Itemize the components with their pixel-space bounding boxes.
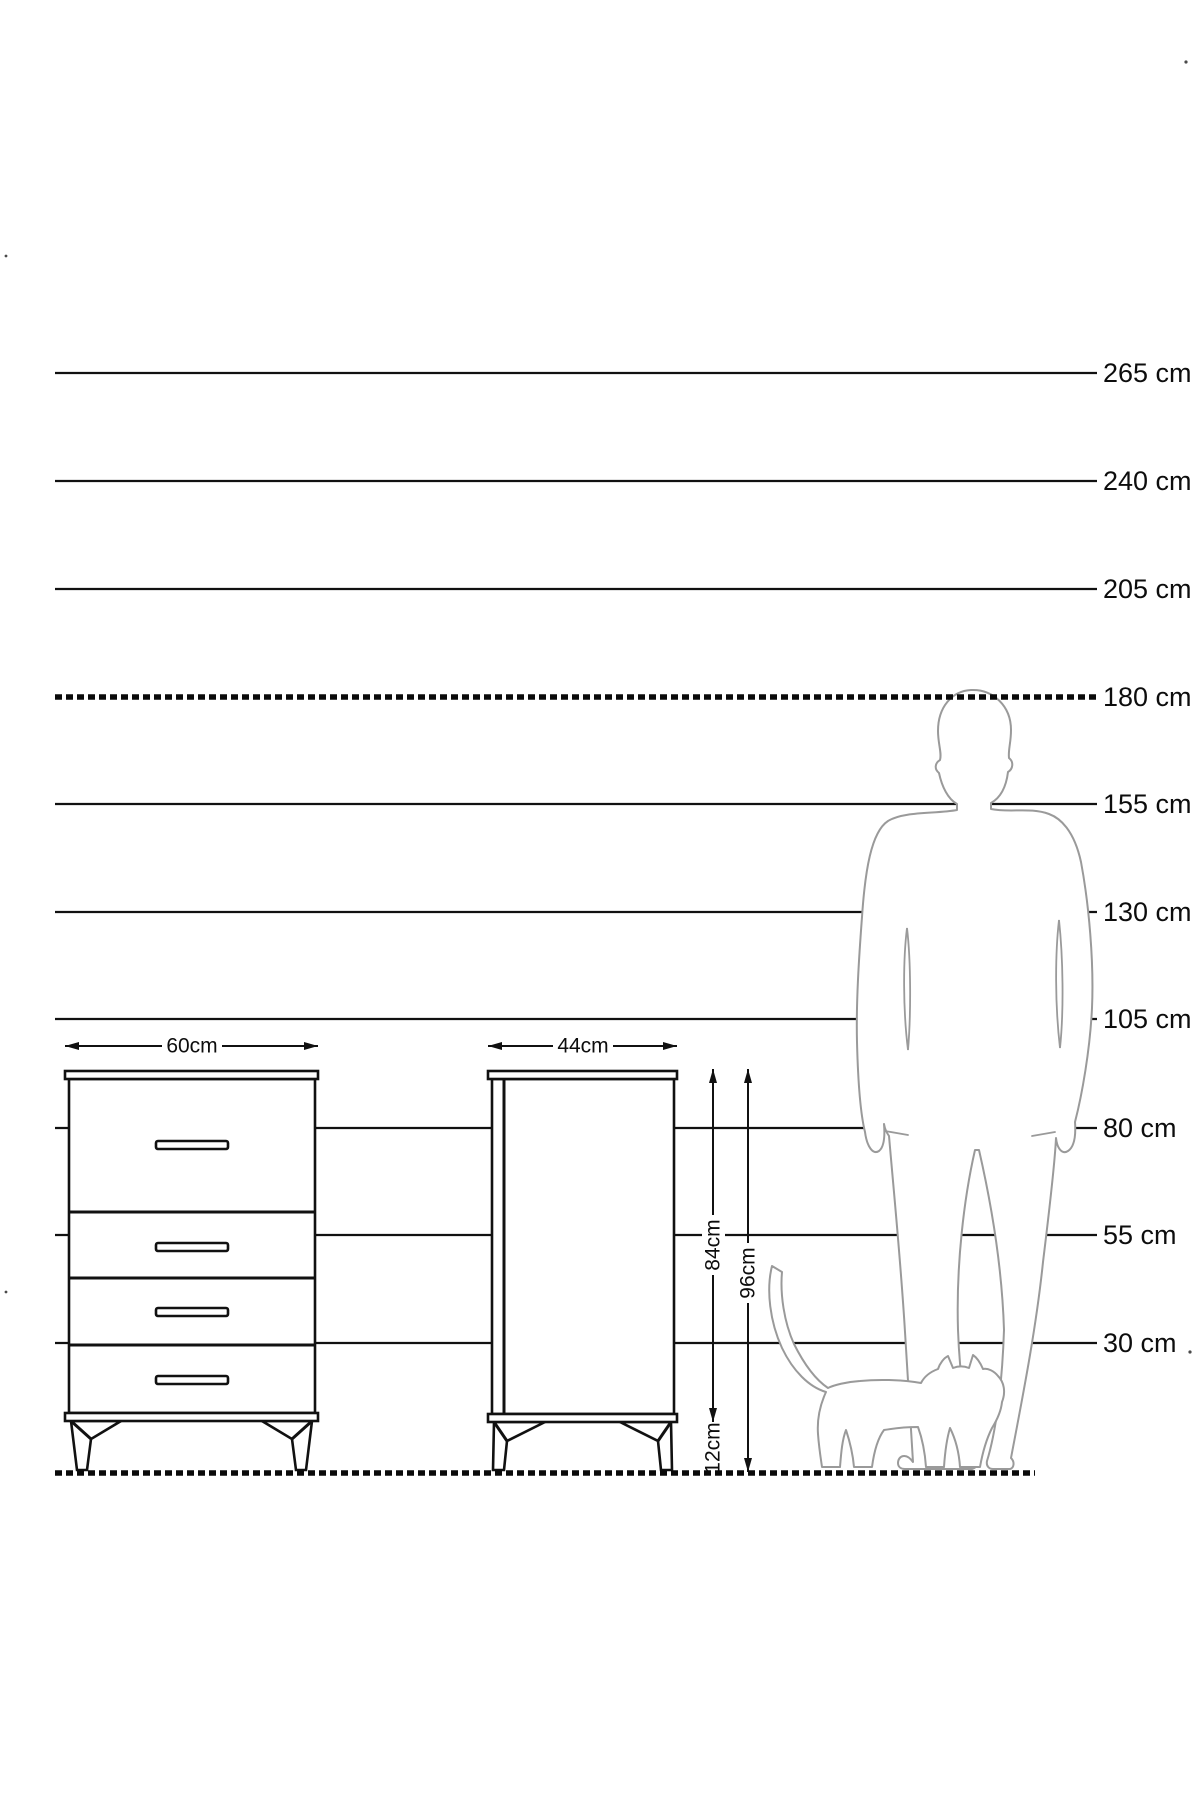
dim-label-84cm: 84cm: [701, 1219, 725, 1271]
arrow-right: [304, 1042, 318, 1050]
drawer-handle-4: [156, 1376, 228, 1384]
scale-label-80: 80 cm: [1103, 1113, 1177, 1143]
cat-silhouette: [769, 1266, 1004, 1467]
scale-label-30: 30 cm: [1103, 1328, 1177, 1358]
side-top-panel: [488, 1071, 677, 1079]
arrow-bottom: [709, 1408, 717, 1422]
front-view-cabinet: [65, 1071, 318, 1470]
artifact-speck: [1188, 1350, 1191, 1353]
arrow-top: [709, 1069, 717, 1083]
arrow-left: [488, 1042, 502, 1050]
dim-side-depth: [488, 1034, 677, 1058]
dim-body-height: [702, 1069, 726, 1422]
scale-label-180: 180 cm: [1103, 682, 1192, 712]
scale-label-55: 55 cm: [1103, 1220, 1177, 1250]
dim-label-60cm: 60cm: [166, 1034, 218, 1058]
scale-line-240: [55, 466, 1192, 496]
scale-label-155: 155 cm: [1103, 789, 1192, 819]
side-bottom-panel: [488, 1414, 677, 1422]
side-leg-right: [620, 1422, 672, 1470]
dim-label-12cm: 12cm: [701, 1422, 725, 1474]
side-view-cabinet: [488, 1071, 677, 1470]
dim-label-96cm: 96cm: [736, 1247, 760, 1299]
arrow-left: [65, 1042, 79, 1050]
scale-label-265: 265 cm: [1103, 358, 1192, 388]
drawer-handle-2: [156, 1243, 228, 1251]
front-bottom-panel: [65, 1413, 318, 1421]
drawer-handle-1: [156, 1141, 228, 1149]
scale-label-105: 105 cm: [1103, 1004, 1192, 1034]
person-outline: [857, 690, 1093, 1469]
dim-leg-height: [702, 1422, 725, 1473]
side-body: [492, 1079, 674, 1414]
scale-label-130: 130 cm: [1103, 897, 1192, 927]
artifact-speck: [5, 1291, 8, 1294]
scale-line-180: [55, 682, 1192, 712]
front-top-panel: [65, 1071, 318, 1079]
scale-label-205: 205 cm: [1103, 574, 1192, 604]
artifact-speck: [1184, 60, 1187, 63]
arrow-right: [663, 1042, 677, 1050]
arrow-top: [744, 1069, 752, 1083]
arrow-bottom: [744, 1458, 752, 1472]
person-silhouette: [857, 690, 1093, 1469]
cat-outline: [769, 1266, 1004, 1467]
side-leg-left: [493, 1422, 545, 1470]
scale-label-240: 240 cm: [1103, 466, 1192, 496]
dim-total-height: [737, 1069, 761, 1472]
drawer-handle-3: [156, 1308, 228, 1316]
scale-line-205: [55, 574, 1192, 604]
dim-front-width: [65, 1034, 318, 1058]
scale-line-265: [55, 358, 1192, 388]
dim-label-44cm: 44cm: [557, 1034, 609, 1058]
artifact-speck: [5, 255, 8, 258]
